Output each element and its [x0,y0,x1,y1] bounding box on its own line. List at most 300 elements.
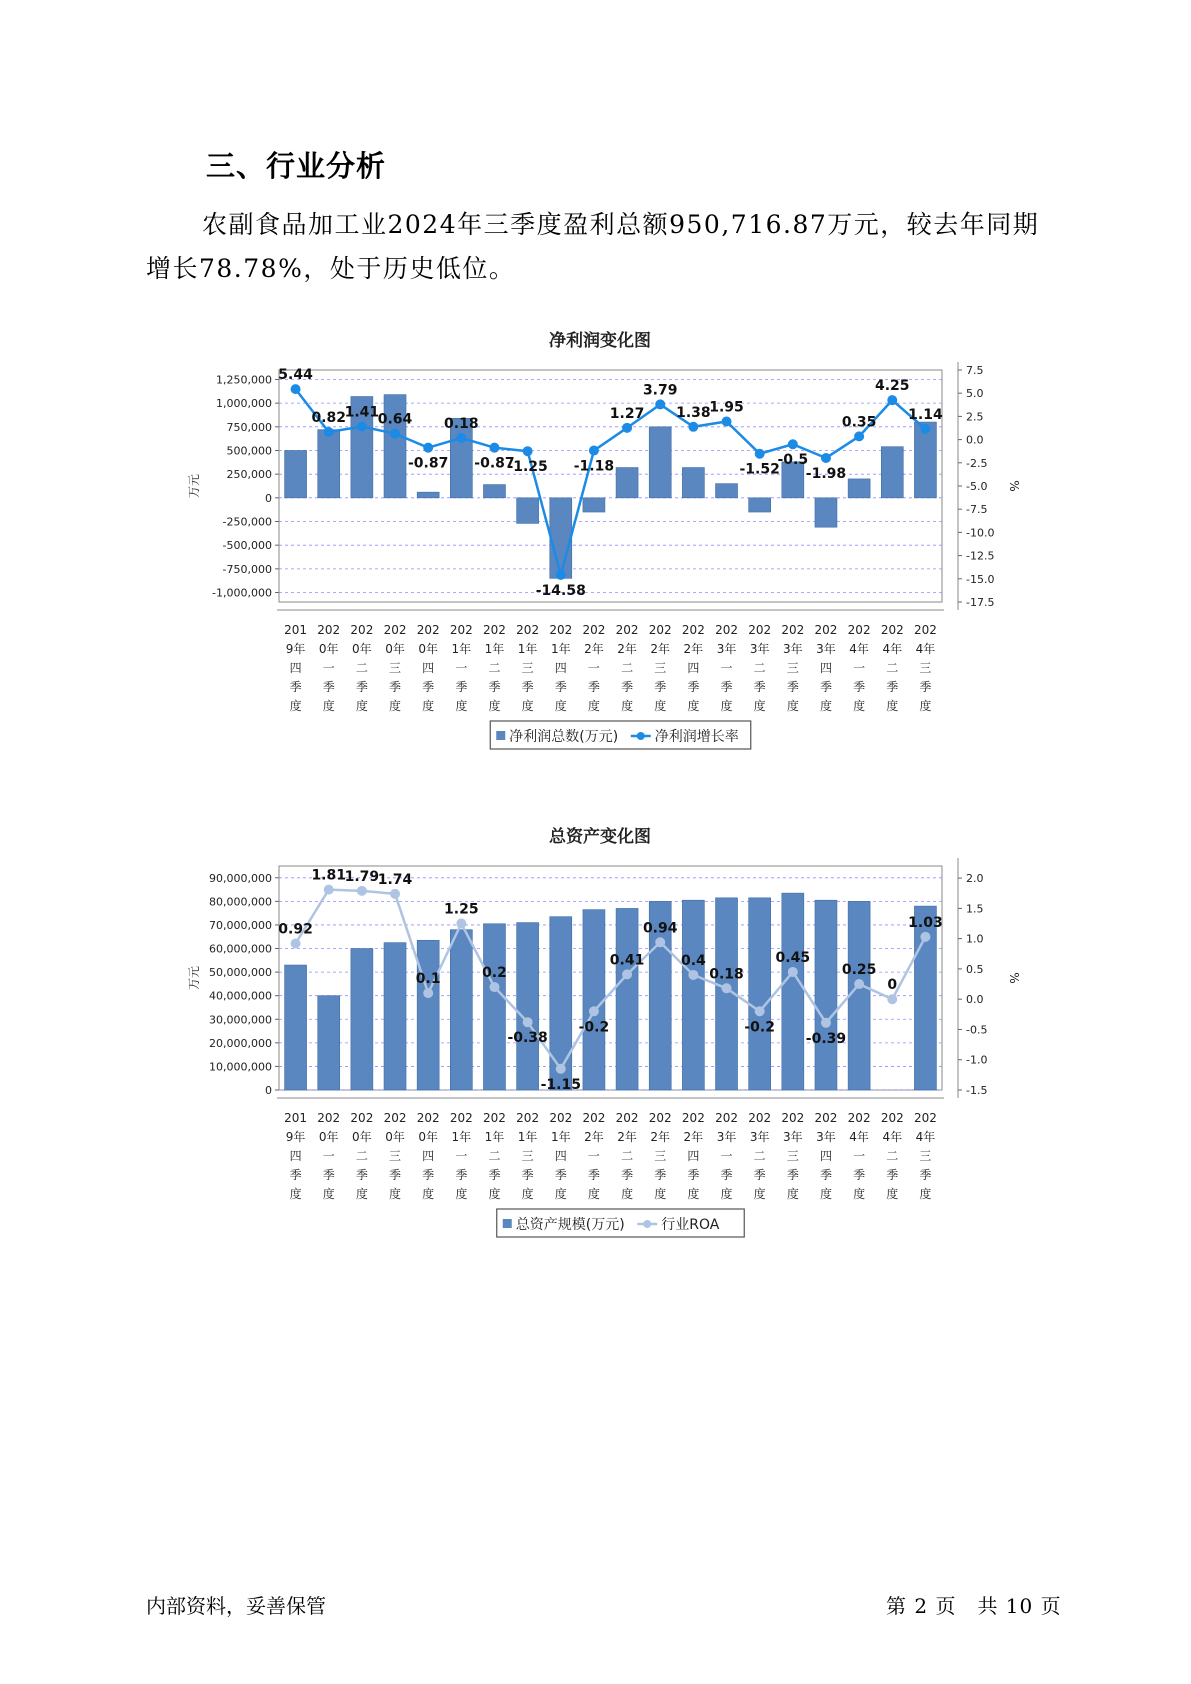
y2-tick-label: -12.5 [966,549,995,563]
x-tick-label: 度 [355,699,368,713]
data-label: 0.25 [841,962,877,979]
data-label: 0.64 [377,411,413,428]
x-tick-label: 202 [681,1111,705,1125]
x-tick-label: 202 [317,623,341,637]
y-tick-label: 20,000,000 [209,1036,272,1050]
x-tick-label: 三 [654,661,667,675]
bar [417,940,439,1090]
y-tick-label: 0 [265,1084,272,1097]
line-point [888,396,897,405]
x-tick-label: 202 [715,623,738,637]
total-assets-chart [0,846,1191,1276]
x-tick-label: 3年 [816,1130,836,1144]
bar [483,924,505,1090]
x-tick-label: 4年 [915,1130,936,1144]
x-tick-label: 0年 [318,1130,339,1144]
data-label: -0.87 [407,455,449,472]
x-tick-label: 度 [786,699,799,713]
data-label: -14.58 [535,582,586,599]
bar [682,468,704,498]
x-tick-label: 季 [587,680,600,694]
x-tick-label: 202 [483,1111,506,1125]
y-tick-label: 40,000,000 [209,989,272,1003]
line-point [589,1007,598,1016]
y-tick-label: 70,000,000 [209,918,272,932]
x-tick-label: 四 [554,661,567,675]
x-tick-label: 度 [455,1187,468,1201]
y2-tick-label: 2.0 [966,872,984,886]
x-tick-label: 季 [919,680,932,694]
x-tick-label: 二 [355,1149,368,1163]
x-tick-label: 1年 [517,1130,538,1144]
y-tick-label: 1,250,000 [216,373,272,387]
line-point [921,425,930,434]
legend-label-line: 行业ROA [661,1217,720,1233]
data-label: 0.94 [642,920,678,937]
x-tick-label: 季 [488,680,501,694]
bar [749,898,771,1090]
legend-swatch-bar [503,1219,512,1228]
data-label: -0.2 [578,1019,610,1036]
x-tick-label: 1年 [484,1130,505,1144]
section-heading: 三、行业分析 [206,149,387,183]
line-point [424,989,433,998]
y-tick-label: 10,000,000 [209,1060,272,1074]
x-tick-label: 202 [350,623,374,637]
data-label: 1.03 [908,914,943,931]
legend-swatch-bar [496,731,505,740]
x-tick-label: 季 [554,680,567,694]
bar [682,900,704,1090]
x-tick-label: 季 [720,1168,733,1182]
x-tick-label: 1年 [451,1130,472,1144]
x-tick-label: 202 [516,623,540,637]
x-tick-label: 季 [521,680,534,694]
x-tick-label: 202 [350,1111,374,1125]
x-tick-label: 度 [587,1187,600,1201]
y2-tick-label: -1.5 [966,1084,988,1097]
x-tick-label: 二 [886,1149,899,1163]
x-tick-label: 度 [621,1187,634,1201]
x-tick-label: 202 [615,1111,639,1125]
data-label: 1.74 [377,871,413,888]
chart-title-profit: 净利润变化图 [549,331,651,351]
line-point [589,446,598,455]
x-tick-label: 202 [582,623,606,637]
x-tick-label: 度 [554,699,567,713]
bar [450,930,472,1090]
data-label: -1.15 [540,1076,581,1093]
x-tick-label: 1年 [550,642,571,656]
legend-swatch-point [643,1220,651,1228]
data-label: 0.45 [775,949,811,966]
y-tick-label: -500,000 [222,539,272,553]
y2-axis-label: % [1007,972,1021,984]
y2-tick-label: -15.0 [966,572,995,586]
x-tick-label: 202 [383,1111,407,1125]
x-tick-label: 三 [919,661,932,675]
x-tick-label: 2年 [650,642,671,656]
x-tick-label: 季 [886,1168,899,1182]
x-tick-label: 201 [284,623,308,637]
footer-page-number: 第 2 页 共 10 页 [886,1594,1062,1618]
line-point [391,429,400,438]
legend-label-bar: 总资产规模(万元) [515,1217,625,1233]
data-label: 0.2 [482,965,507,982]
x-tick-label: 1年 [484,642,505,656]
x-tick-label: 202 [847,1111,871,1125]
x-tick-label: 0年 [385,642,405,656]
data-label: -0.2 [744,1019,775,1036]
x-tick-label: 202 [582,1111,606,1125]
x-tick-label: 度 [389,699,402,713]
line-point [755,1007,764,1016]
data-label: 1.81 [311,867,346,884]
line-point [556,570,565,579]
x-tick-label: 季 [389,1168,402,1182]
line-point [556,1064,565,1073]
line-point [357,422,366,431]
x-tick-label: 季 [621,680,634,694]
bar [583,498,605,512]
x-tick-label: 度 [289,699,302,713]
x-tick-label: 季 [422,1168,435,1182]
x-tick-label: 度 [720,1187,733,1201]
data-label: 0.18 [444,415,479,432]
x-tick-label: 度 [886,699,899,713]
x-tick-label: 季 [289,1168,302,1182]
x-tick-label: 202 [549,623,573,637]
x-tick-label: 202 [748,623,772,637]
x-tick-label: 0年 [418,1130,438,1144]
y2-tick-label: -10.0 [966,526,995,540]
x-tick-label: 度 [786,1187,799,1201]
x-tick-label: 202 [715,1111,738,1125]
x-tick-label: 度 [521,699,534,713]
x-tick-label: 一 [720,1149,733,1163]
line-point [722,417,731,426]
data-label: 0 [887,977,898,994]
x-tick-label: 四 [422,1149,435,1163]
x-tick-label: 二 [355,661,368,675]
y2-tick-label: -2.5 [966,456,988,470]
x-tick-label: 1年 [517,642,538,656]
x-tick-label: 4年 [849,642,869,656]
x-tick-label: 度 [919,699,932,713]
data-label: 1.38 [676,404,711,421]
x-tick-label: 3年 [749,642,770,656]
x-tick-label: 一 [720,661,733,675]
y-tick-label: 500,000 [226,444,272,458]
x-tick-label: 季 [753,1168,766,1182]
x-tick-label: 季 [422,680,435,694]
x-tick-label: 202 [449,1111,473,1125]
x-tick-label: 季 [853,1168,866,1182]
x-tick-label: 度 [819,1187,832,1201]
x-tick-label: 四 [422,661,435,675]
x-tick-label: 四 [289,661,302,675]
x-tick-label: 202 [483,623,506,637]
data-label: 0.18 [709,966,744,983]
data-label: -0.87 [474,455,515,472]
data-label: 1.79 [344,868,380,885]
bar [815,900,837,1090]
x-tick-label: 4年 [882,642,903,656]
x-tick-label: 四 [819,1149,832,1163]
data-label: 1.25 [444,901,479,918]
x-tick-label: 2年 [584,1130,604,1144]
data-label: -1.98 [805,465,847,482]
x-tick-label: 度 [654,699,667,713]
x-tick-label: 季 [289,680,302,694]
x-tick-label: 度 [389,1187,402,1201]
x-tick-label: 度 [587,699,600,713]
x-tick-label: 1年 [550,1130,571,1144]
x-tick-label: 9年 [285,642,306,656]
x-tick-label: 度 [488,699,501,713]
data-label: 1.27 [609,405,645,422]
data-label: 1.95 [709,399,744,416]
line-point [291,939,300,948]
bar [716,484,738,498]
x-tick-label: 度 [554,1187,567,1201]
y2-tick-label: 0.0 [966,433,984,447]
bar [384,943,406,1090]
x-tick-label: 0年 [385,1130,405,1144]
y-tick-label: 60,000,000 [209,942,272,956]
x-tick-label: 季 [786,680,799,694]
x-tick-label: 2年 [617,642,637,656]
x-tick-label: 一 [587,661,600,675]
x-tick-label: 度 [521,1187,534,1201]
x-tick-label: 202 [781,623,805,637]
x-tick-label: 季 [621,1168,634,1182]
x-tick-label: 3年 [783,1130,803,1144]
x-tick-label: 度 [886,1187,899,1201]
x-tick-label: 季 [819,680,832,694]
x-tick-label: 度 [322,699,335,713]
x-tick-label: 季 [853,680,866,694]
line-point [788,967,797,976]
line-point [656,400,665,409]
line-point [788,440,797,449]
x-tick-label: 二 [488,661,501,675]
line-point [921,932,930,941]
x-tick-label: 二 [621,1149,634,1163]
y-axis-label: 万元 [187,473,201,499]
x-tick-label: 度 [720,699,733,713]
y2-tick-label: 0.5 [966,962,984,976]
bar [417,492,439,498]
x-tick-label: 季 [687,1168,700,1182]
x-tick-label: 3年 [716,642,737,656]
x-tick-label: 4年 [882,1130,903,1144]
x-tick-label: 度 [687,1187,700,1201]
y-tick-label: 1,000,000 [216,397,272,411]
y2-tick-label: 0.0 [966,993,984,1007]
x-tick-label: 202 [648,1111,672,1125]
line-point [623,970,632,979]
line-point [424,443,433,452]
x-tick-label: 季 [322,680,335,694]
line-point [457,433,466,442]
bar [616,468,638,498]
x-tick-label: 季 [389,680,402,694]
bar [318,430,340,498]
x-tick-label: 三 [786,1149,799,1163]
data-label: -0.39 [805,1030,847,1047]
line-point [523,1018,532,1027]
data-label: 0.35 [841,414,877,431]
x-tick-label: 3年 [716,1130,737,1144]
legend-swatch-point [637,732,645,740]
x-tick-label: 度 [753,1187,766,1201]
bar [550,498,572,578]
bar [384,395,406,498]
bar [782,893,804,1090]
line-point [855,432,864,441]
legend-label-bar: 净利润总数(万元) [509,729,619,745]
y2-tick-label: 2.5 [966,410,984,424]
data-label: 0.41 [609,952,645,969]
data-label: 0.82 [311,409,346,426]
x-tick-label: 9年 [285,1130,306,1144]
line-point [755,449,764,458]
bar [483,485,505,498]
x-tick-label: 度 [853,699,866,713]
data-label: 0.4 [680,952,706,969]
x-tick-label: 202 [615,623,639,637]
data-label: 0.92 [278,921,313,938]
x-tick-label: 度 [422,1187,435,1201]
line-point [457,919,466,928]
x-tick-label: 季 [687,680,700,694]
x-tick-label: 0年 [352,642,372,656]
x-tick-label: 季 [455,680,468,694]
y2-tick-label: -1.0 [966,1053,988,1067]
x-tick-label: 季 [554,1168,567,1182]
chart-title-assets: 总资产变化图 [549,827,651,847]
x-tick-label: 2年 [683,642,704,656]
y2-tick-label: 1.5 [966,902,984,916]
line-point [291,385,300,394]
x-tick-label: 202 [681,623,705,637]
x-tick-label: 三 [654,1149,667,1163]
x-tick-label: 202 [913,623,937,637]
y2-tick-label: 7.5 [966,364,984,377]
data-label: -0.38 [507,1030,548,1047]
line-point [821,453,830,462]
x-tick-label: 202 [317,1111,341,1125]
x-tick-label: 202 [814,1111,838,1125]
x-tick-label: 季 [355,680,368,694]
data-label: 3.79 [642,382,678,399]
data-label: 1.14 [908,407,943,424]
x-tick-label: 度 [488,1187,501,1201]
line-point [623,423,632,432]
x-tick-label: 0年 [352,1130,372,1144]
x-tick-label: 二 [621,661,634,675]
x-tick-label: 201 [284,1111,308,1125]
x-tick-label: 季 [455,1168,468,1182]
line-point [722,984,731,993]
x-tick-label: 三 [521,1149,534,1163]
x-tick-label: 0年 [318,642,339,656]
x-tick-label: 度 [753,699,766,713]
x-tick-label: 季 [322,1168,335,1182]
x-tick-label: 4年 [915,642,936,656]
x-tick-label: 度 [919,1187,932,1201]
y-tick-label: 0 [265,491,272,505]
x-tick-label: 一 [853,661,866,675]
data-label: 5.44 [278,367,313,384]
y-tick-label: -750,000 [222,562,272,576]
x-tick-label: 4年 [849,1130,869,1144]
x-tick-label: 度 [355,1187,368,1201]
x-tick-label: 202 [781,1111,805,1125]
chart-legend [497,1209,745,1237]
x-tick-label: 季 [720,680,733,694]
line-point [490,443,499,452]
y-tick-label: -250,000 [222,515,272,529]
line-point [689,422,698,431]
bar [583,910,605,1090]
x-tick-label: 四 [687,1149,700,1163]
y-tick-label: 80,000,000 [209,895,272,909]
line-point [490,983,499,992]
x-tick-label: 二 [488,1149,501,1163]
x-tick-label: 季 [786,1168,799,1182]
data-label: 1.41 [344,404,380,421]
summary-paragraph [146,203,1051,291]
data-label: 4.25 [875,378,910,395]
x-tick-label: 3年 [749,1130,770,1144]
x-tick-label: 度 [654,1187,667,1201]
line-point [324,427,333,436]
data-label: -1.52 [739,461,780,478]
x-tick-label: 三 [521,661,534,675]
x-tick-label: 1年 [451,642,472,656]
x-tick-label: 度 [289,1187,302,1201]
x-tick-label: 2年 [650,1130,671,1144]
x-tick-label: 三 [389,1149,402,1163]
line-point [689,970,698,979]
x-tick-label: 二 [753,661,766,675]
y-tick-label: -1,000,000 [212,586,272,600]
x-tick-label: 2年 [683,1130,704,1144]
x-tick-label: 度 [422,699,435,713]
x-tick-label: 季 [521,1168,534,1182]
x-tick-label: 202 [847,623,871,637]
x-tick-label: 三 [786,661,799,675]
net-profit-chart [0,350,1191,790]
x-tick-label: 一 [322,1149,335,1163]
bar [749,498,771,512]
x-tick-label: 四 [687,661,700,675]
x-tick-label: 202 [880,623,904,637]
line-point [324,885,333,894]
data-label: -0.5 [777,452,809,469]
x-tick-label: 三 [389,661,402,675]
bar [881,447,903,498]
x-tick-label: 度 [322,1187,335,1201]
x-tick-label: 202 [880,1111,904,1125]
y2-tick-label: 1.0 [966,932,984,946]
y2-tick-label: 5.0 [966,387,984,401]
y-tick-label: 250,000 [226,468,272,482]
x-tick-label: 3年 [783,642,803,656]
y2-tick-label: -5.0 [966,480,988,493]
